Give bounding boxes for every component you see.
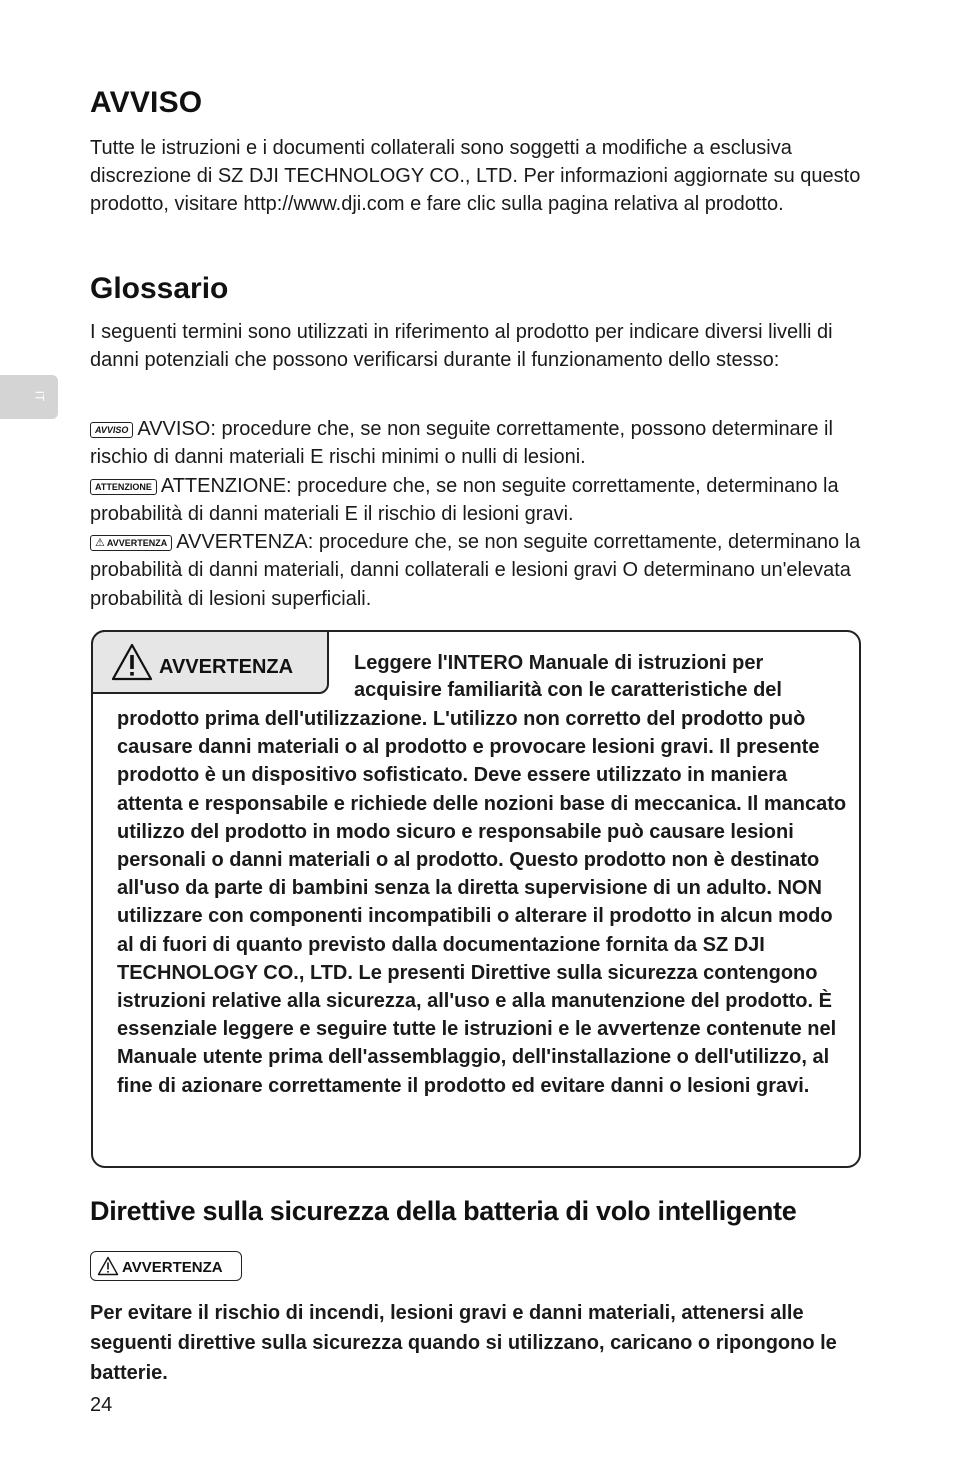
warning-box-header xyxy=(91,630,329,694)
page-number: 24 xyxy=(90,1394,113,1416)
notice-heading: AVVISO xyxy=(90,86,203,119)
glossary-terms xyxy=(90,415,880,613)
glossary-heading: Glossario xyxy=(90,272,229,305)
warning-triangle-icon xyxy=(97,1256,119,1276)
battery-warning-badge xyxy=(90,1251,242,1281)
term-warning-text: AVVERTENZA: procedure che, se non seguite correttamente, determinano la probabilità di danni materiali, danni collaterali e lesioni gravi O determinano un'elevata probabilità di lesioni superficiali. xyxy=(90,531,861,610)
language-tab-label: IT xyxy=(32,390,47,402)
battery-intro: Per evitare il rischio di incendi, lesioni gravi e danni materiali, attenersi alle seguenti direttive sulla sicurezza quando si utilizzano, caricano o ripongono le batterie. xyxy=(90,1302,837,1384)
language-side-tab xyxy=(0,375,58,419)
warning-box-intro: Leggere l'INTERO Manuale di istruzioni per acquisire familiarità con le caratteristiche del xyxy=(354,652,782,701)
glossary-intro: I seguenti termini sono utilizzati in riferimento al prodotto per indicare diversi livelli di danni potenziali che possono verificarsi durante il funzionamento dello stesso: xyxy=(90,321,833,371)
term-notice-text: AVVISO: procedure che, se non seguite correttamente, possono determinare il rischio di danni materiali E rischi minimi o nulli di lesioni. xyxy=(90,418,833,469)
notice-text: Tutte le istruzioni e i documenti collaterali sono soggetti a modifiche a esclusiva discrezione di SZ DJI TECHNOLOGY CO., LTD. Per informazioni aggiornate su questo prodotto, visitare http://www.dji.com e fare clic sulla pagina relativa al prodotto. xyxy=(90,137,861,215)
notice-badge: AVVISO xyxy=(90,422,133,438)
battery-heading: Direttive sulla sicurezza della batteria di volo intelligente xyxy=(90,1196,797,1226)
term-caution-text: ATTENZIONE: procedure che, se non seguite correttamente, determinano la probabilità di danni materiali E il rischio di lesioni gravi. xyxy=(90,474,839,525)
warning-badge-small xyxy=(90,535,172,551)
caution-badge: ATTENZIONE xyxy=(90,479,157,495)
warning-triangle-icon: ⚠ xyxy=(95,537,105,550)
warning-badge-small-label: AVVERTENZA xyxy=(106,538,168,549)
warning-box xyxy=(91,630,861,1168)
warning-box-label: AVVERTENZA xyxy=(159,656,294,678)
warning-triangle-icon xyxy=(111,643,153,681)
warning-box-text: prodotto prima dell'utilizzazione. L'utilizzo non corretto del prodotto può causare danni materiali o al prodotto e provocare lesioni gravi. Il presente prodotto è un dispositivo sofisticato. Deve essere utilizzato in maniera attenta e responsabile e richiede delle nozioni base di meccanica. Il mancato utilizzo del prodotto in modo sicuro e responsabile può causare lesioni personali o danni materiali o al prodotto. Questo prodotto non è destinato all'uso da parte di bambini senza la diretta supervisione di un adulto. NON utilizzare con componenti incompatibili o alterare il prodotto in alcun modo al di fuori di quanto previsto dalla documentazione fornita da SZ DJI TECHNOLOGY CO., LTD. Le presenti Direttive sulla sicurezza contengono istruzioni relative alla sicurezza, all'uso e alla manutenzione del prodotto. È essenziale leggere e seguire tutte le istruzioni e le avvertenze contenute nel Manuale utente prima dell'assemblaggio, dell'installazione o dell'utilizzo, al fine di azionare correttamente il prodotto ed evitare danni o lesioni gravi. xyxy=(117,708,847,1097)
battery-warning-label: AVVERTENZA xyxy=(122,1259,223,1276)
